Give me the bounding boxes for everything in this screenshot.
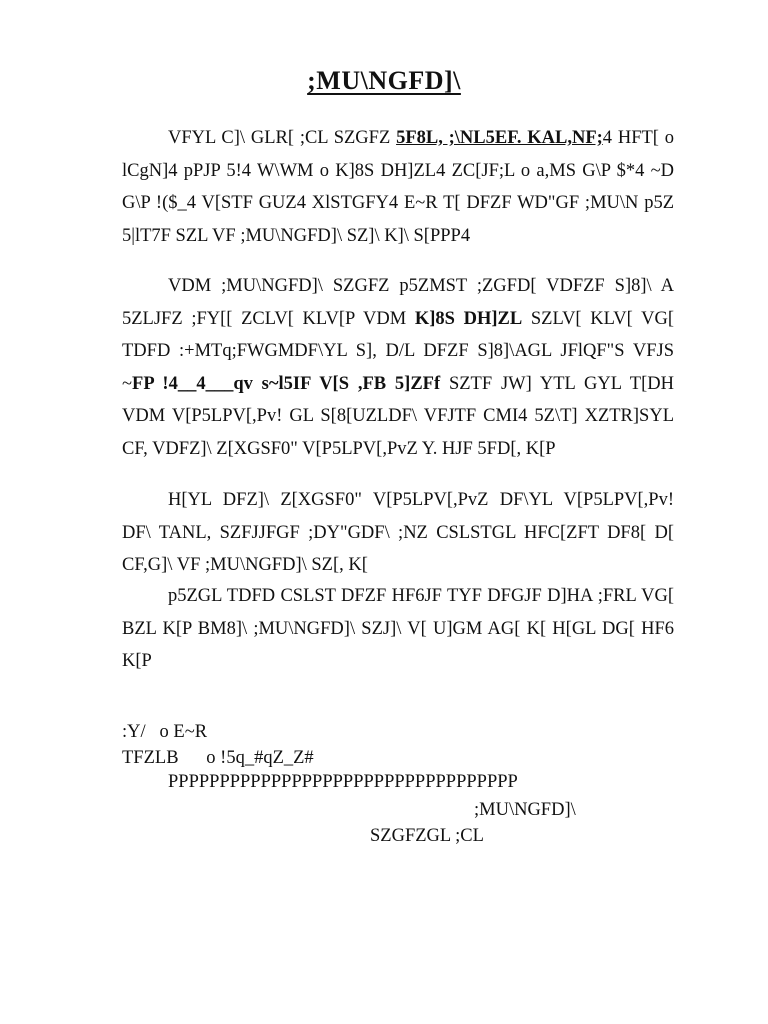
paragraph-2-text-a: VDM ;MU\NGFD]\ SZGFZ p5ZMST ;ZGFD[ VDFZF S]8]\ A 5ZLJFZ ;FY[[ ZCLV[ KLV[P VDM bbox=[122, 276, 674, 329]
annual-income: FP !4__4___qv s~l5IF V[S ,FB 5]ZFf bbox=[132, 373, 441, 394]
paragraph-2-text-c: SZLV[ KLV[ VG[ TDFD :+MTq;FWGMDF\YL S], D/L DFZF S]8]\AGL JFlQF"S VFJS ~ bbox=[122, 308, 674, 394]
occupation: K]8S DH]ZL bbox=[414, 308, 523, 329]
paragraph-1-text-c: 4 HFT[ o lCgN]4 pPJP 5!4 W\WM o K]8S DH]ZL4 ZC[JF;L o a,MS G\P $*4 ~D G\P !($_4 V[STF GUZ4 XlSTGFY4 E~R T[ DFZF WD"GF ;MU\N p5Z 5|lT7F SZL VF ;MU\NGFD]\ SZ]\ K]\ S[PPP4 bbox=[122, 128, 674, 246]
paragraph-2-text-e: SZTF JW] YTL GYL T[DH VDM V[P5LPV[,Pv! GL S[8[UZLDF\ VFJTF CMI4 5Z\T] XZTR]SYL CF, VDFZ]\ Z[XGSF0" V[P5LPV[,PvZ Y. HJF 5FD[, K[P bbox=[122, 373, 674, 459]
paragraph-purpose bbox=[122, 484, 674, 582]
declarant-name: 5F8L, ;\NL5EF. KAL,NF; bbox=[396, 128, 603, 148]
signatory-label: SZGFZGL ;CL bbox=[370, 826, 484, 846]
paragraph-family-income bbox=[122, 270, 674, 465]
paragraph-declarant-details bbox=[122, 122, 674, 252]
paragraph-1-text-a: VFYL C]\ GLR[ ;CL SZGFZ bbox=[168, 128, 397, 148]
date-line: TFZLB o !5q_#qZ_Z# bbox=[122, 748, 314, 768]
paragraph-4-text: p5ZGL TDFD CSLST DFZF HF6JF TYF DFGJF D]HA ;FRL VG[ BZL K[P BM8]\ ;MU\NGFD]\ SZJ]\ V[ U]GM AG[ K[ H[GL DG[ HF6 K[P bbox=[122, 586, 674, 671]
document-title: ;MU\NGFD]\ bbox=[307, 66, 461, 95]
paragraph-3-text: H[YL DFZ]\ Z[XGSF0" V[P5LPV[,PvZ DF\YL V[P5LPV[,Pv! DF\ TANL, SZFJJFGF ;DY"GDF\ ;NZ CSLSTGL HFC[ZFT DF8[ D[ CF,G]\ VF ;MU\NGFD]\ SZ[, K[ bbox=[122, 490, 674, 575]
signature-line: PPPPPPPPPPPPPPPPPPPPPPPPPPPPPPPPPP bbox=[168, 772, 518, 792]
place-line: :Y/ o E~R bbox=[122, 722, 208, 742]
affidavit-label: ;MU\NGFD]\ bbox=[474, 800, 576, 820]
paragraph-truth-statement bbox=[122, 580, 674, 678]
